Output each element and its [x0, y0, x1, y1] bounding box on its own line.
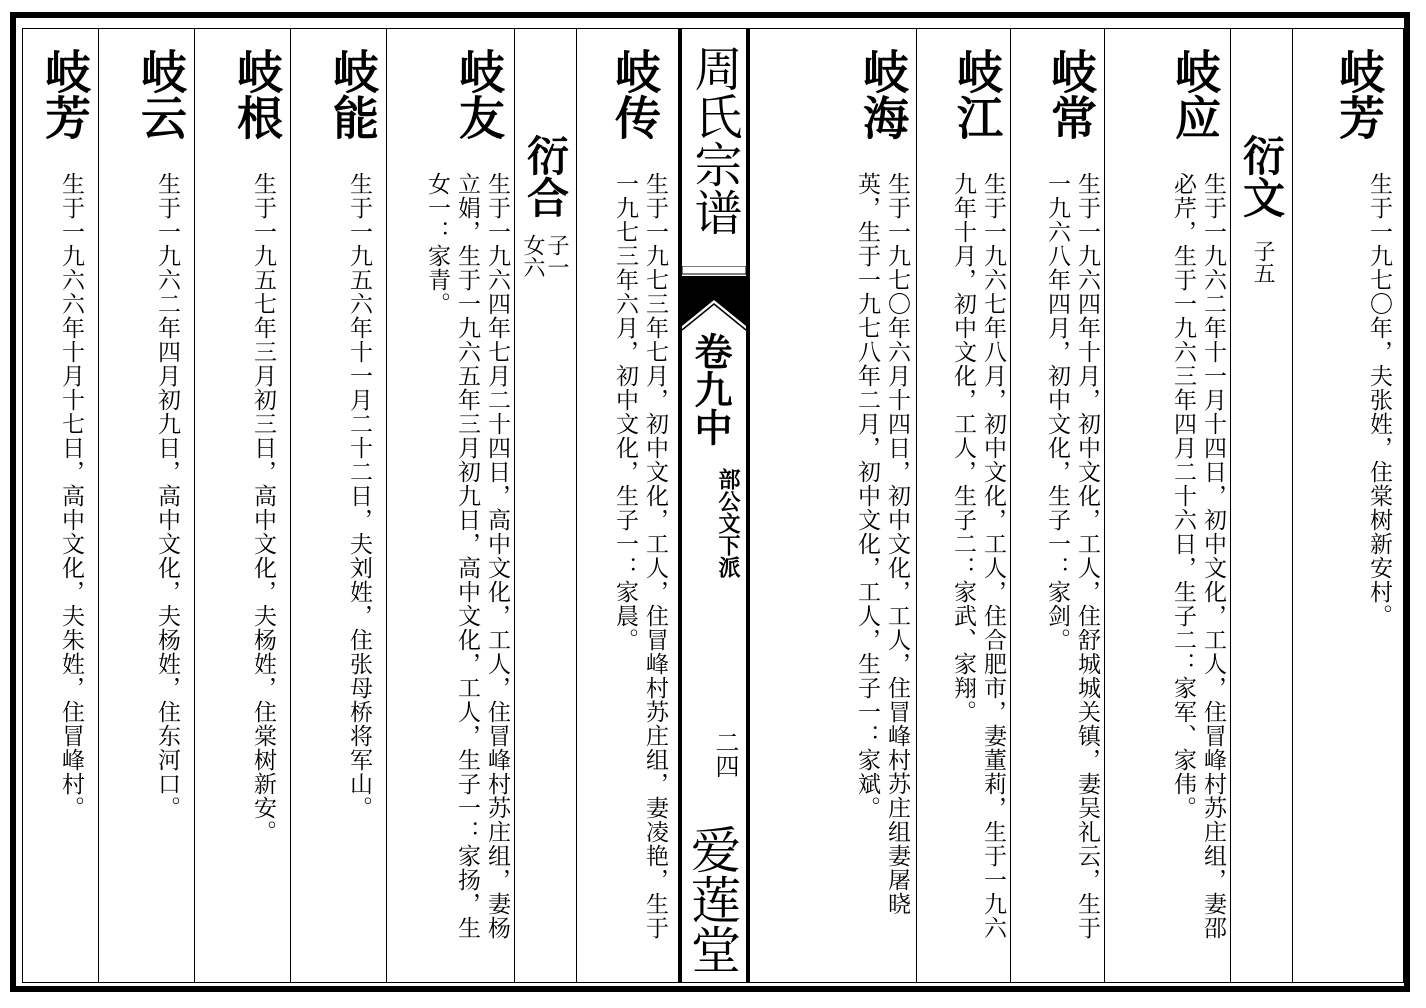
- column-divider: [290, 28, 291, 983]
- entry-name: 岐芳: [1332, 48, 1386, 140]
- entry-name: 岐能: [326, 48, 380, 140]
- book-title: 周氏宗谱: [686, 44, 742, 236]
- entry-name: 岐友: [452, 48, 506, 140]
- generation-name: 衍文: [1237, 134, 1286, 218]
- fishtail-mark: [682, 266, 746, 332]
- entry-text: 生于一九六二年十一月十四日，初中文化，工人，住冒峰村苏庄组，妻邵必芹，生于一九六三年四月二十六日，生子二：家军、家伟。: [1170, 172, 1226, 940]
- entry-name: 岐传: [608, 48, 662, 140]
- entry-name: 岐常: [1044, 48, 1098, 140]
- entry-text: 生于一九七〇年六月十四日，初中文化，工人，住冒峰村苏庄组妻屠晓英，生于一九七八年二月，初中文化，工人，生子一：家斌。: [854, 172, 910, 916]
- column-divider: [514, 28, 515, 983]
- entry-text: 生于一九七三年七月，初中文化，工人，住冒峰村苏庄组，妻凌艳，生于一九七三年六月，初中文化，生子一：家晨。: [612, 172, 668, 940]
- entry-text: 生于一九七〇年，夫张姓，住棠树新安村。: [1366, 172, 1392, 628]
- entry-text: 生于一九六二年四月初九日，高中文化，夫杨姓，住东河口。: [154, 172, 180, 820]
- entry-text: 生于一九五七年三月初三日，高中文化，夫杨姓，住棠树新安。: [250, 172, 276, 844]
- column-divider: [1104, 28, 1105, 983]
- gutter-line-left: [678, 28, 682, 983]
- column-divider: [1010, 28, 1011, 983]
- column-divider: [194, 28, 195, 983]
- column-divider: [1292, 28, 1293, 983]
- entry-text: 生于一九六六年十月十七日，高中文化，夫朱姓，住冒峰村。: [58, 172, 84, 820]
- entry-name: 岐芳: [38, 48, 92, 140]
- entry-name: 岐云: [134, 48, 188, 140]
- column-divider: [576, 28, 577, 983]
- generation-name: 衍合: [521, 134, 570, 218]
- entry-name: 岐海: [856, 48, 910, 140]
- generation-sub: 子一女六: [520, 234, 569, 278]
- entry-text: 生于一九五六年十一月二十二日，夫刘姓，住张母桥将军山。: [346, 172, 372, 820]
- column-divider: [1230, 28, 1231, 983]
- entry-name: 岐根: [230, 48, 284, 140]
- entry-text: 生于一九六四年七月二十四日，高中文化，工人，住冒峰村苏庄组，妻杨立娟，生于一九六五年三月初九日，高中文化，工人，生子一：家扬，生女一：家青。: [424, 172, 510, 940]
- gutter-line-right: [746, 28, 750, 983]
- entry-text: 生于一九六七年八月，初中文化，工人，住合肥市，妻董莉，生于一九六九年十月，初中文化，工人，生子二：家武、家翔。: [950, 172, 1006, 940]
- column-divider: [916, 28, 917, 983]
- page-number: 二四: [711, 730, 739, 778]
- volume-label: 卷九中: [688, 332, 733, 446]
- column-divider: [386, 28, 387, 983]
- branch-label: 部公文下派: [715, 468, 741, 578]
- entry-text: 生于一九六四年十月，初中文化，工人，住舒城城关镇，妻吴礼云，生于一九六八年四月，初中文化，生子一：家剑。: [1044, 172, 1100, 940]
- generation-sub: 子五: [1250, 240, 1275, 284]
- entry-name: 岐应: [1168, 48, 1222, 140]
- hall-name: 爱莲堂: [683, 824, 741, 974]
- column-divider: [98, 28, 99, 983]
- entry-name: 岐江: [950, 48, 1004, 140]
